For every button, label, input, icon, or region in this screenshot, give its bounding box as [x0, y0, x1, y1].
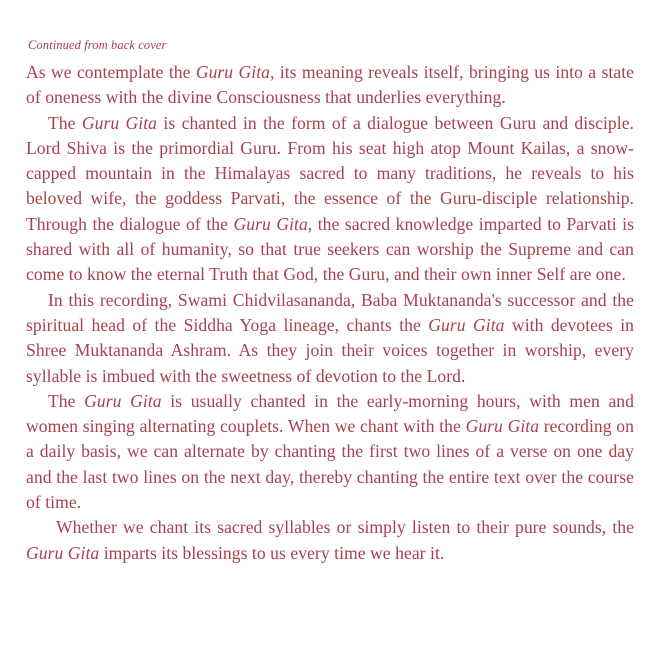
paragraph: The Guru Gita is chanted in the form of a dialogue between Guru and disciple. Lord Shiva is the primordial Guru. From his seat high atop Mount Kailas, a snow-capped mountain in the Himalayas sacred to many traditions, he reveals to his beloved wife, the goddess Parvati, the essence of the Guru-disciple relationship. Through the dialogue of the Guru Gita, the sacred knowledge imparted to Parvati is shared with all of humanity, so that true seekers can worship the Supreme and can come to know the eternal Truth that God, the Guru, and their own inner Self are one.	[26, 112, 634, 285]
paragraph: The Guru Gita is usually chanted in the early-morning hours, with men and women singing alternating couplets. When we chant with the Guru Gita recording on a daily basis, we can alternate by chanting the first two lines of a verse on one day and the last two lines on the next day, thereby chanting the entire text over the course of time.	[26, 390, 634, 513]
paragraph: As we contemplate the Guru Gita, its meaning reveals itself, bringing us into a state of oneness with the divine Consciousness that underlies everything.	[26, 62, 634, 108]
title-emphasis: Guru Gita	[465, 416, 540, 437]
title-emphasis: Guru Gita	[428, 314, 505, 335]
title-emphasis: Guru Gita	[195, 62, 270, 82]
paragraph: Whether we chant its sacred syllables or simply listen to their pure sounds, the Guru Gita imparts its blessings to us every time we hear it.	[26, 517, 634, 563]
continued-from-back-cover-note: Continued from back cover	[28, 38, 167, 52]
title-emphasis: Guru Gita	[26, 542, 100, 563]
title-emphasis: Guru Gita	[233, 213, 308, 234]
paragraph: In this recording, Swami Chidvilasananda, Baba Muktananda's successor and the spiritual head of the Siddha Yoga lineage, chants the Guru Gita with devotees in Shree Muktananda Ashram. As they join their voices together in worship, every syllable is imbued with the sweetness of devotion to the Lord.	[26, 289, 634, 386]
title-emphasis: Guru Gita	[84, 390, 162, 411]
document-body-text	[26, 60, 634, 566]
title-emphasis: Guru Gita	[81, 112, 158, 133]
